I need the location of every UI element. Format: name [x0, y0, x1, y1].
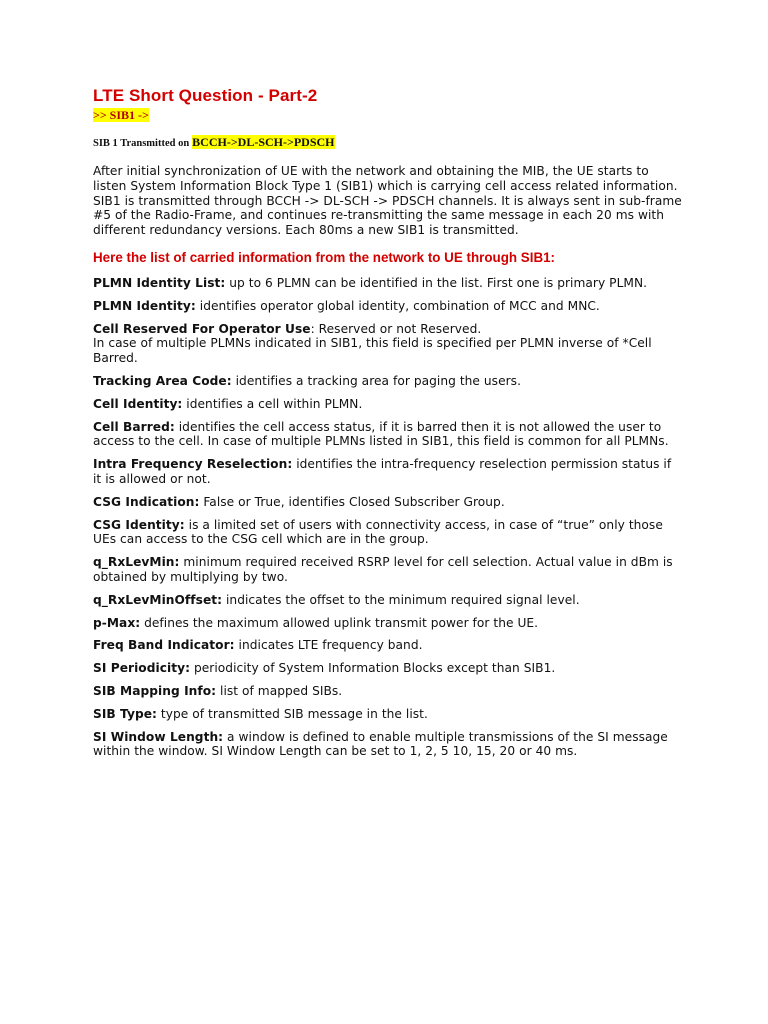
definition-desc: up to 6 PLMN can be identified in the list. First one is primary PLMN. [225, 275, 648, 290]
definition-term: PLMN Identity: [93, 298, 196, 313]
definition-desc: identifies a tracking area for paging the users. [231, 373, 522, 388]
definition-term: Freq Band Indicator: [93, 638, 235, 653]
transmit-channels: BCCH->DL-SCH->PDSCH [192, 135, 335, 149]
definition-term: SI Window Length: [93, 729, 224, 744]
definition-term: q_RxLevMinOffset: [93, 592, 223, 607]
definition-desc: indicates the offset to the minimum required signal level. [222, 592, 580, 607]
definition-term: Tracking Area Code: [93, 373, 232, 388]
definition-desc: minimum required received RSRP level for cell selection. Actual value in dBm is obtained by multiplying by two. [93, 555, 673, 584]
definition-desc: defines the maximum allowed uplink transmit power for the UE. [140, 615, 539, 630]
definition-term: Cell Barred: [93, 419, 175, 434]
intro-paragraph: After initial synchronization of UE with the network and obtaining the MIB, the UE starts to listen System Information Block Type 1 (SIB1) which is carrying cell access related information. SIB1 is transmitted through BCCH -> DL-SCH -> PDSCH channels. It is always sent in sub-frame #5 of the Radio-Frame, and continues re-transmitting the same message in each 20 ms with different redundancy versions. Each 80ms a new SIB1 is transmitted. [93, 164, 682, 238]
definition-term: SIB Mapping Info: [93, 683, 217, 698]
definition-item [93, 518, 683, 548]
definition-term: PLMN Identity List: [93, 275, 226, 290]
definition-desc: False or True, identifies Closed Subscriber Group. [199, 494, 505, 509]
definition-desc: periodicity of System Information Blocks except than SIB1. [190, 661, 556, 676]
definition-item [93, 374, 683, 389]
definition-desc: identifies the intra-frequency reselection permission status if it is allowed or not. [93, 457, 672, 486]
definition-item [93, 420, 683, 450]
transmit-prefix: SIB 1 Transmitted on [93, 138, 190, 149]
definition-term: Cell Identity: [93, 396, 183, 411]
document-page [93, 85, 683, 759]
page-title: LTE Short Question - Part-2 [93, 86, 318, 105]
definition-term: CSG Indication: [93, 494, 200, 509]
definition-term: Cell Reserved For Operator Use [93, 321, 311, 336]
definition-desc: indicates LTE frequency band. [234, 638, 423, 653]
definition-item [93, 638, 683, 653]
definition-desc: a window is defined to enable multiple transmissions of the SI message within the window. SI Window Length can be set to 1, 2, 5 10, 15, 20 or 40 ms. [93, 729, 668, 759]
definition-desc: list of mapped SIBs. [216, 683, 343, 698]
definition-list [93, 276, 683, 759]
definition-item [93, 495, 683, 510]
definition-item [93, 684, 683, 699]
definition-item [93, 730, 683, 760]
definition-term: q_RxLevMin: [93, 555, 180, 570]
definition-item [93, 661, 683, 676]
definition-item [93, 555, 683, 585]
definition-extra: In case of multiple PLMNs indicated in SIB1, this field is specified per PLMN inverse of *Cell Barred. [93, 336, 652, 366]
definition-item [93, 457, 683, 487]
definition-term: CSG Identity: [93, 517, 185, 532]
definition-desc: type of transmitted SIB message in the list. [156, 706, 428, 721]
subtitle-highlight: >> SIB1 -> [93, 108, 149, 122]
definition-item [93, 397, 683, 412]
definition-item [93, 322, 683, 366]
definition-term: Intra Frequency Reselection: [93, 457, 293, 472]
definition-desc: identifies a cell within PLMN. [182, 396, 363, 411]
definition-term: p-Max: [93, 615, 141, 630]
definition-desc: is a limited set of users with connectivity access, in case of “true” only those UEs can access to the CSG cell which are in the group. [93, 517, 663, 547]
definition-item [93, 593, 683, 608]
definition-item [93, 616, 683, 631]
section-subtitle [93, 107, 683, 123]
definition-desc: identifies the cell access status, if it is barred then it is not allowed the user to access to the cell. In case of multiple PLMNs listed in SIB1, this field is common for all PLMNs. [93, 419, 669, 449]
definition-item [93, 299, 683, 314]
definition-desc: : Reserved or not Reserved. [310, 321, 482, 336]
definition-desc: identifies operator global identity, combination of MCC and MNC. [195, 298, 600, 313]
definition-term: SIB Type: [93, 706, 157, 721]
definition-term: SI Periodicity: [93, 661, 191, 676]
transmit-line [93, 134, 683, 152]
list-heading: Here the list of carried information from the network to UE through SIB1: [93, 249, 556, 265]
definition-item [93, 276, 683, 291]
definition-item [93, 707, 683, 722]
